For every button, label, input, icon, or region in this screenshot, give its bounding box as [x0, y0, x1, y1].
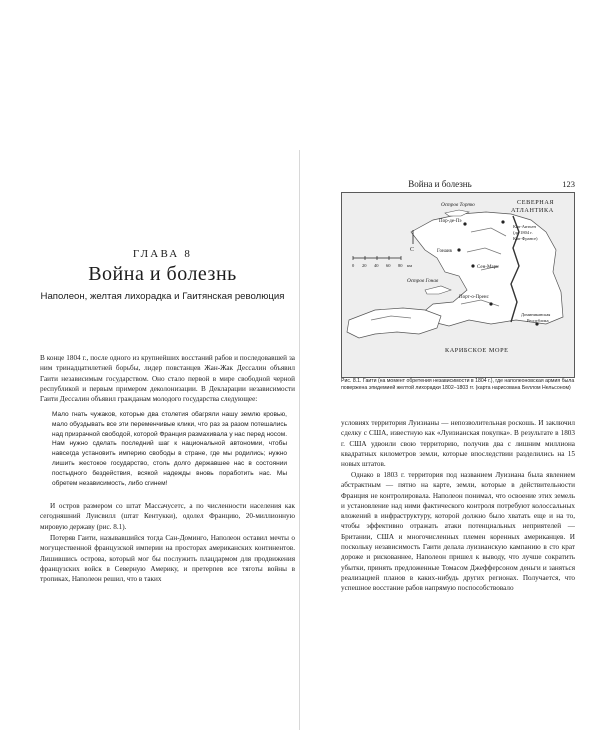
right-page: [305, 150, 575, 730]
cap-haitien-label: (до 1804 г.: [513, 230, 533, 235]
left-page: [30, 150, 295, 730]
port-au-prince-label: Порт-о-Пренс: [459, 295, 489, 300]
scale-unit-label: км: [407, 263, 413, 268]
chapter-label: ГЛАВА 8: [132, 248, 193, 260]
north-label: С: [410, 247, 415, 253]
scale-tick-label: 20: [362, 263, 367, 268]
city-marker: [463, 222, 466, 225]
city-marker: [501, 220, 504, 223]
scale-tick-label: 0: [352, 263, 355, 268]
page-number: 123: [562, 179, 575, 189]
dominican-label: Доминиканская: [521, 312, 551, 317]
page-spread-divider: [299, 150, 300, 730]
body-paragraph: Потеряв Гаити, называвшийся тогда Сан-Доминго, Наполеон оставил мечты о могущественной французской империи на просторах американских континентов. Лишившись острова, который мог бы послужить плацдармом для продвижения французских войск в Северную Америку, и претерпев все тяготы войны в тропиках, Наполеон решил, что в таких: [40, 534, 295, 584]
running-head: Война и болезнь: [408, 179, 472, 189]
declaration-quote: Мало гнать чужаков, которые два столетия обагряли нашу землю кровью, мало обуздывать все эти переменчивые клики, что раз за разом потешались над призрачной свободой, которой Франция размахивала у нас перед носом. Нам нужно сделать последний шаг к национальной автономии, чтобы навсегда установить империю свободы в стране, где мы родились; нужно лишить жестокое государство, столь долго державшее нас в состоянии постыдного бездействия, всякой надежды вновь поработить нас. Мы обретем независимость, либо сгинем!: [52, 411, 287, 487]
dominican-label: Республика: [527, 318, 549, 323]
tortuga-label: Остров Тортю: [441, 202, 475, 208]
scale-tick-label: 60: [386, 263, 391, 268]
ocean-north-label: СЕВЕРНАЯ: [517, 199, 555, 206]
chapter-subtitle: Наполеон, желтая лихорадка и Гаитянская революция: [40, 291, 285, 302]
figure-caption: Рис. 8.1. Гаити (на момент обретения независимости в 1804 г.), где наполеоновская армия была повержена эпидемией желтой лихорадки 1802–1803 гг. (карта нарисована Беллом Нельсоном): [341, 378, 575, 392]
saint-marc-label: Сен-Марк: [477, 265, 499, 270]
scale-tick-label: 40: [374, 263, 379, 268]
scale-tick-label: 80: [398, 263, 403, 268]
cap-haitien-label: Кап-Аитьен: [513, 224, 536, 229]
gonaives-label: Гонаив: [437, 249, 452, 254]
map-graphic: [341, 192, 575, 378]
haiti-map: [341, 192, 575, 378]
city-marker: [457, 248, 460, 251]
gonave-label: Остров Гонав: [407, 278, 439, 284]
city-marker: [489, 302, 492, 305]
body-paragraph: Однако в 1803 г. территория под названием Луизиана была явлением абстрактным — пятно на карте, земли, которые в действительности Франция не контролировала. Наполеон понимал, что освоение этих земель и установление над ними фактического контроля потребуют колоссальных вложений в инфраструктуру, которой должно было хватать еще и на то, чтобы эффективно отражать атаки потенциальных неприятелей — Британии, США и многочисленных племен коренных американцев. И поскольку независимость Гаити делала луизианскую кампанию в сто крат дороже и рискованнее, Наполеон пришел к выводу, что лучше сократить убытки, принять предложенные Томасом Джефферсоном деньги и заняться реализацией планов в каких-нибудь других регионах. Получается, что успешное восстание рабов напрямую поспособствовало: [341, 471, 575, 593]
body-paragraph: И остров размером со штат Массачусетс, а по численности населения как сегодняшний Луисвилл (штат Кентукки), одолел Францию, 20-миллионную мировую державу (рис. 8.1).: [40, 502, 295, 531]
cap-haitien-label: Кап-Франсе): [513, 236, 538, 241]
chapter-title: Война и болезнь: [88, 263, 237, 285]
city-marker: [471, 264, 474, 267]
port-de-paix-label: Пор-де-Пэ: [439, 219, 462, 224]
ocean-north-label: АТЛАНТИКА: [511, 207, 554, 214]
caribbean-sea-label: КАРИБСКОЕ МОРЕ: [445, 347, 509, 354]
body-paragraph: условиях территория Луизианы — непозволительная роскошь. И заключил сделку с США, известную как «Луизианская покупка». В результате в 1803 г. США удвоили свою территорию, получив два с лишним миллиона квадратных километров земли, которые впоследствии разделились на 15 новых штатов.: [341, 419, 575, 469]
intro-paragraph: В конце 1804 г., после одного из крупнейших восстаний рабов и последовавшей за ним тринадцатилетней борьбы, лидер повстанцев Жан-Жак Дессалин объявил Гаити независимым государством. Оно стало первой в мире свободной черной республикой и первым примером деколонизации. В Декларации независимости Гаити Дессалин объявил гражданам молодого государства следующее:: [40, 354, 295, 404]
